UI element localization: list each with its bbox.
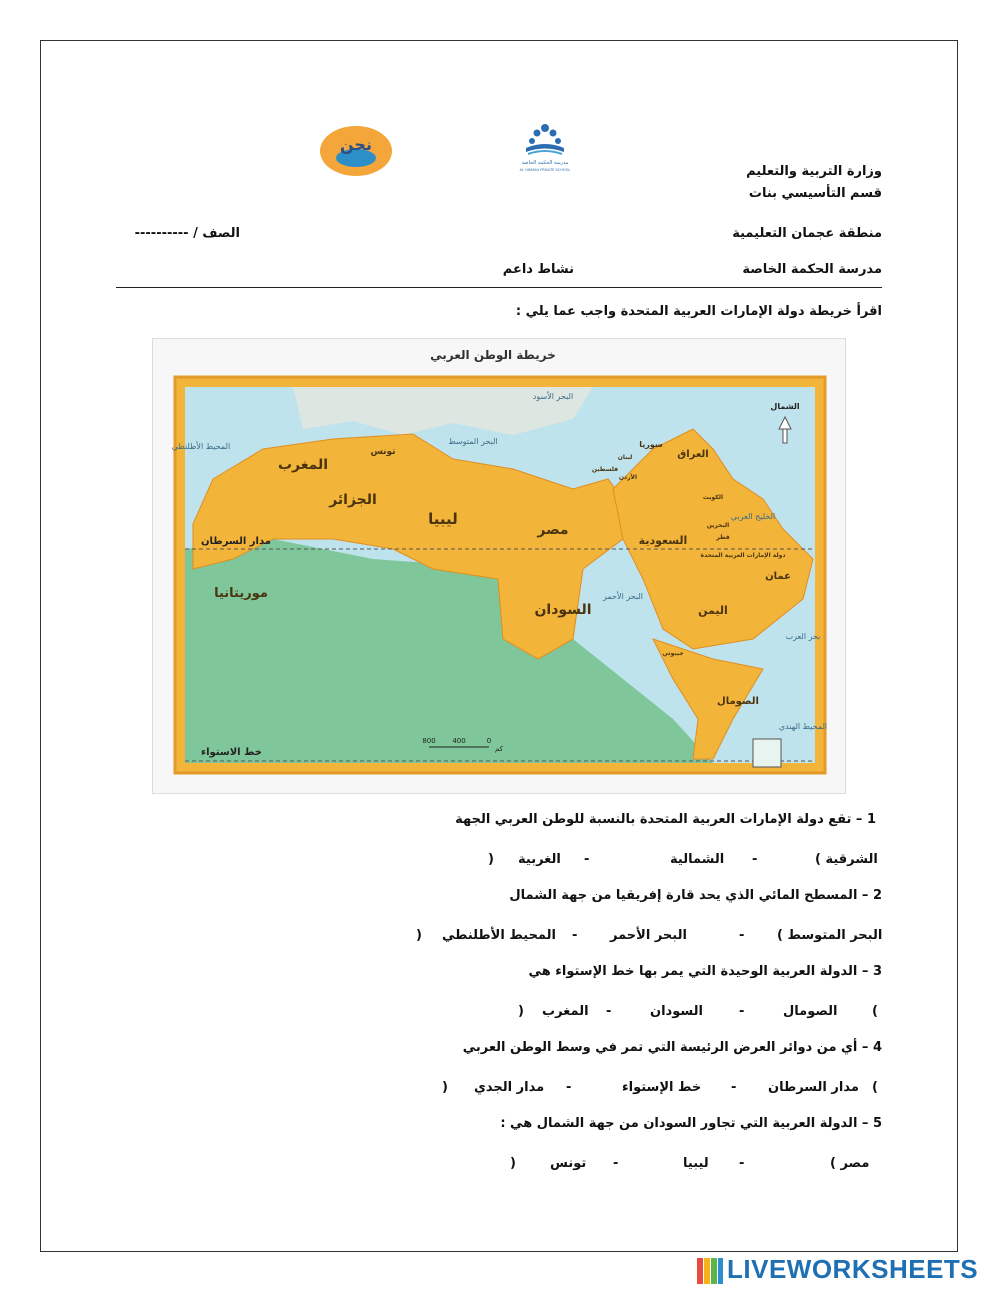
- inset-map-box: [753, 739, 781, 767]
- label-jordan: الأردن: [618, 474, 638, 481]
- label-tropic-of-cancer: مدار السرطان: [201, 536, 271, 547]
- q1-close-paren: ): [488, 852, 494, 867]
- label-sudan: السودان: [534, 602, 592, 618]
- school-logo-caption-en: AL HIKMAH PRIVATE SCHOOL: [519, 168, 571, 172]
- q4-sep-2: -: [566, 1080, 572, 1095]
- q2-option-3[interactable]: المحيط الأطلنطي: [442, 928, 556, 943]
- label-qatar: قطر: [716, 534, 730, 541]
- label-morocco: المغرب: [277, 457, 329, 473]
- label-kuwait: الكويت: [702, 494, 724, 501]
- instruction-text: اقرأ خريطة دولة الإمارات العربية المتحدة واجب عما يلي :: [515, 304, 882, 319]
- q5-close-paren: ): [510, 1156, 516, 1171]
- label-palestine: فلسطين: [591, 466, 619, 473]
- q3-sep-1: -: [739, 1004, 745, 1019]
- arab-world-map: [152, 338, 846, 794]
- label-equator: خط الاستواء: [201, 747, 262, 758]
- label-djibouti: جيبوتي: [662, 650, 684, 657]
- q2-close-paren: ): [416, 928, 422, 943]
- q2-option-1[interactable]: ( البحر المتوسط: [777, 928, 883, 943]
- activity-label: نشاط داعم: [502, 262, 574, 277]
- scale-unit: كم: [495, 745, 503, 753]
- q3-open-paren: (: [872, 1004, 878, 1019]
- grade-field[interactable]: الصف / ----------: [134, 226, 240, 241]
- q1-sep-2: -: [584, 852, 590, 867]
- q4-sep-1: -: [731, 1080, 737, 1095]
- q5-option-1[interactable]: ( مصر: [830, 1156, 870, 1171]
- q2-sep-1: -: [739, 928, 745, 943]
- region-name: منطقة عجمان التعليمية: [732, 226, 882, 241]
- label-lebanon: لبنان: [617, 454, 633, 461]
- label-oman: عمان: [765, 571, 791, 582]
- school-logo-caption: مدرسة الحكمة الخاصة: [521, 160, 569, 166]
- label-black-sea: البحر الأسود: [532, 392, 574, 401]
- question-5: 5 – الدولة العربية التي تجاور السودان من جهة الشمال هي :: [500, 1116, 882, 1131]
- q3-option-3[interactable]: المغرب: [542, 1004, 589, 1019]
- q4-option-2[interactable]: خط الإستواء: [622, 1080, 702, 1095]
- label-atlantic: المحيط الأطلنطي: [171, 442, 231, 451]
- q2-sep-2: -: [572, 928, 578, 943]
- label-red-sea: البحر الأحمر: [603, 592, 643, 601]
- liveworksheets-logo-icon: [697, 1258, 723, 1284]
- label-indian-ocean: المحيط الهندي: [778, 722, 828, 731]
- section-name: قسم التأسيسي بنات: [748, 186, 882, 201]
- school-logo: [512, 114, 578, 178]
- q4-option-1[interactable]: مدار السرطان: [768, 1080, 859, 1095]
- label-algeria: الجزائر: [329, 492, 377, 508]
- program-badge-text: نحن: [340, 135, 372, 154]
- label-saudi: السعودية: [638, 534, 688, 547]
- label-somalia: الصومال: [717, 696, 759, 707]
- q4-open-paren: (: [872, 1080, 878, 1095]
- q1-option-2[interactable]: الشمالية: [670, 852, 725, 867]
- header-divider: [116, 287, 882, 288]
- q3-sep-2: -: [606, 1004, 612, 1019]
- q1-option-1[interactable]: ( الشرقية: [815, 852, 878, 867]
- label-yemen: اليمن: [698, 604, 728, 617]
- program-badge-logo: [318, 124, 394, 178]
- q1-sep-1: -: [752, 852, 758, 867]
- q3-close-paren: ): [518, 1004, 524, 1019]
- q5-sep-2: -: [613, 1156, 619, 1171]
- q1-option-3[interactable]: الغربية: [518, 852, 561, 867]
- label-syria: سوريا: [639, 440, 663, 449]
- q5-option-3[interactable]: تونس: [550, 1156, 587, 1171]
- label-mauritania: موريتانيا: [214, 586, 268, 601]
- label-tunisia: تونس: [370, 447, 396, 457]
- label-mediterranean: البحر المتوسط: [448, 437, 498, 446]
- q5-sep-1: -: [739, 1156, 745, 1171]
- map-graphic: [153, 339, 845, 793]
- label-libya: ليبيا: [428, 510, 458, 528]
- question-4: 4 – أي من دوائر العرض الرئيسة التي تمر في وسط الوطن العربي: [462, 1040, 882, 1055]
- school-name: مدرسة الحكمة الخاصة: [742, 262, 882, 277]
- label-arabian-gulf: الخليج العربي: [730, 512, 776, 521]
- label-arabian-sea: بحر العرب: [785, 632, 821, 641]
- q3-option-2[interactable]: السودان: [650, 1004, 703, 1019]
- scale-400: 400: [452, 737, 466, 745]
- q4-option-3[interactable]: مدار الجدي: [474, 1080, 545, 1095]
- question-3: 3 – الدولة العربية الوحيدة التي يمر بها خط الإستواء هي: [528, 964, 882, 979]
- q2-option-2[interactable]: البحر الأحمر: [610, 928, 687, 943]
- label-north: الشمال: [770, 402, 800, 411]
- label-uae: دولة الإمارات العربية المتحدة: [700, 552, 786, 559]
- label-bahrain: البحرين: [706, 522, 730, 529]
- ministry-name: وزارة التربية والتعليم: [746, 164, 882, 179]
- map-title: خريطة الوطن العربي: [430, 348, 556, 362]
- scale-800: 800: [422, 737, 436, 745]
- label-iraq: العراق: [677, 449, 709, 460]
- q5-option-2[interactable]: ليبيا: [683, 1156, 709, 1171]
- question-2: 2 – المسطح المائي الذي يحد قارة إفريقيا من جهة الشمال: [509, 888, 882, 903]
- liveworksheets-brand[interactable]: LIVEWORKSHEETS: [727, 1254, 979, 1284]
- q3-option-1[interactable]: الصومال: [783, 1004, 838, 1019]
- question-1: 1 – تقع دولة الإمارات العربية المتحدة بالنسبة للوطن العربي الجهة: [455, 812, 876, 827]
- scale-0: 0: [486, 737, 492, 745]
- label-egypt: مصر: [537, 522, 569, 538]
- q4-close-paren: ): [442, 1080, 448, 1095]
